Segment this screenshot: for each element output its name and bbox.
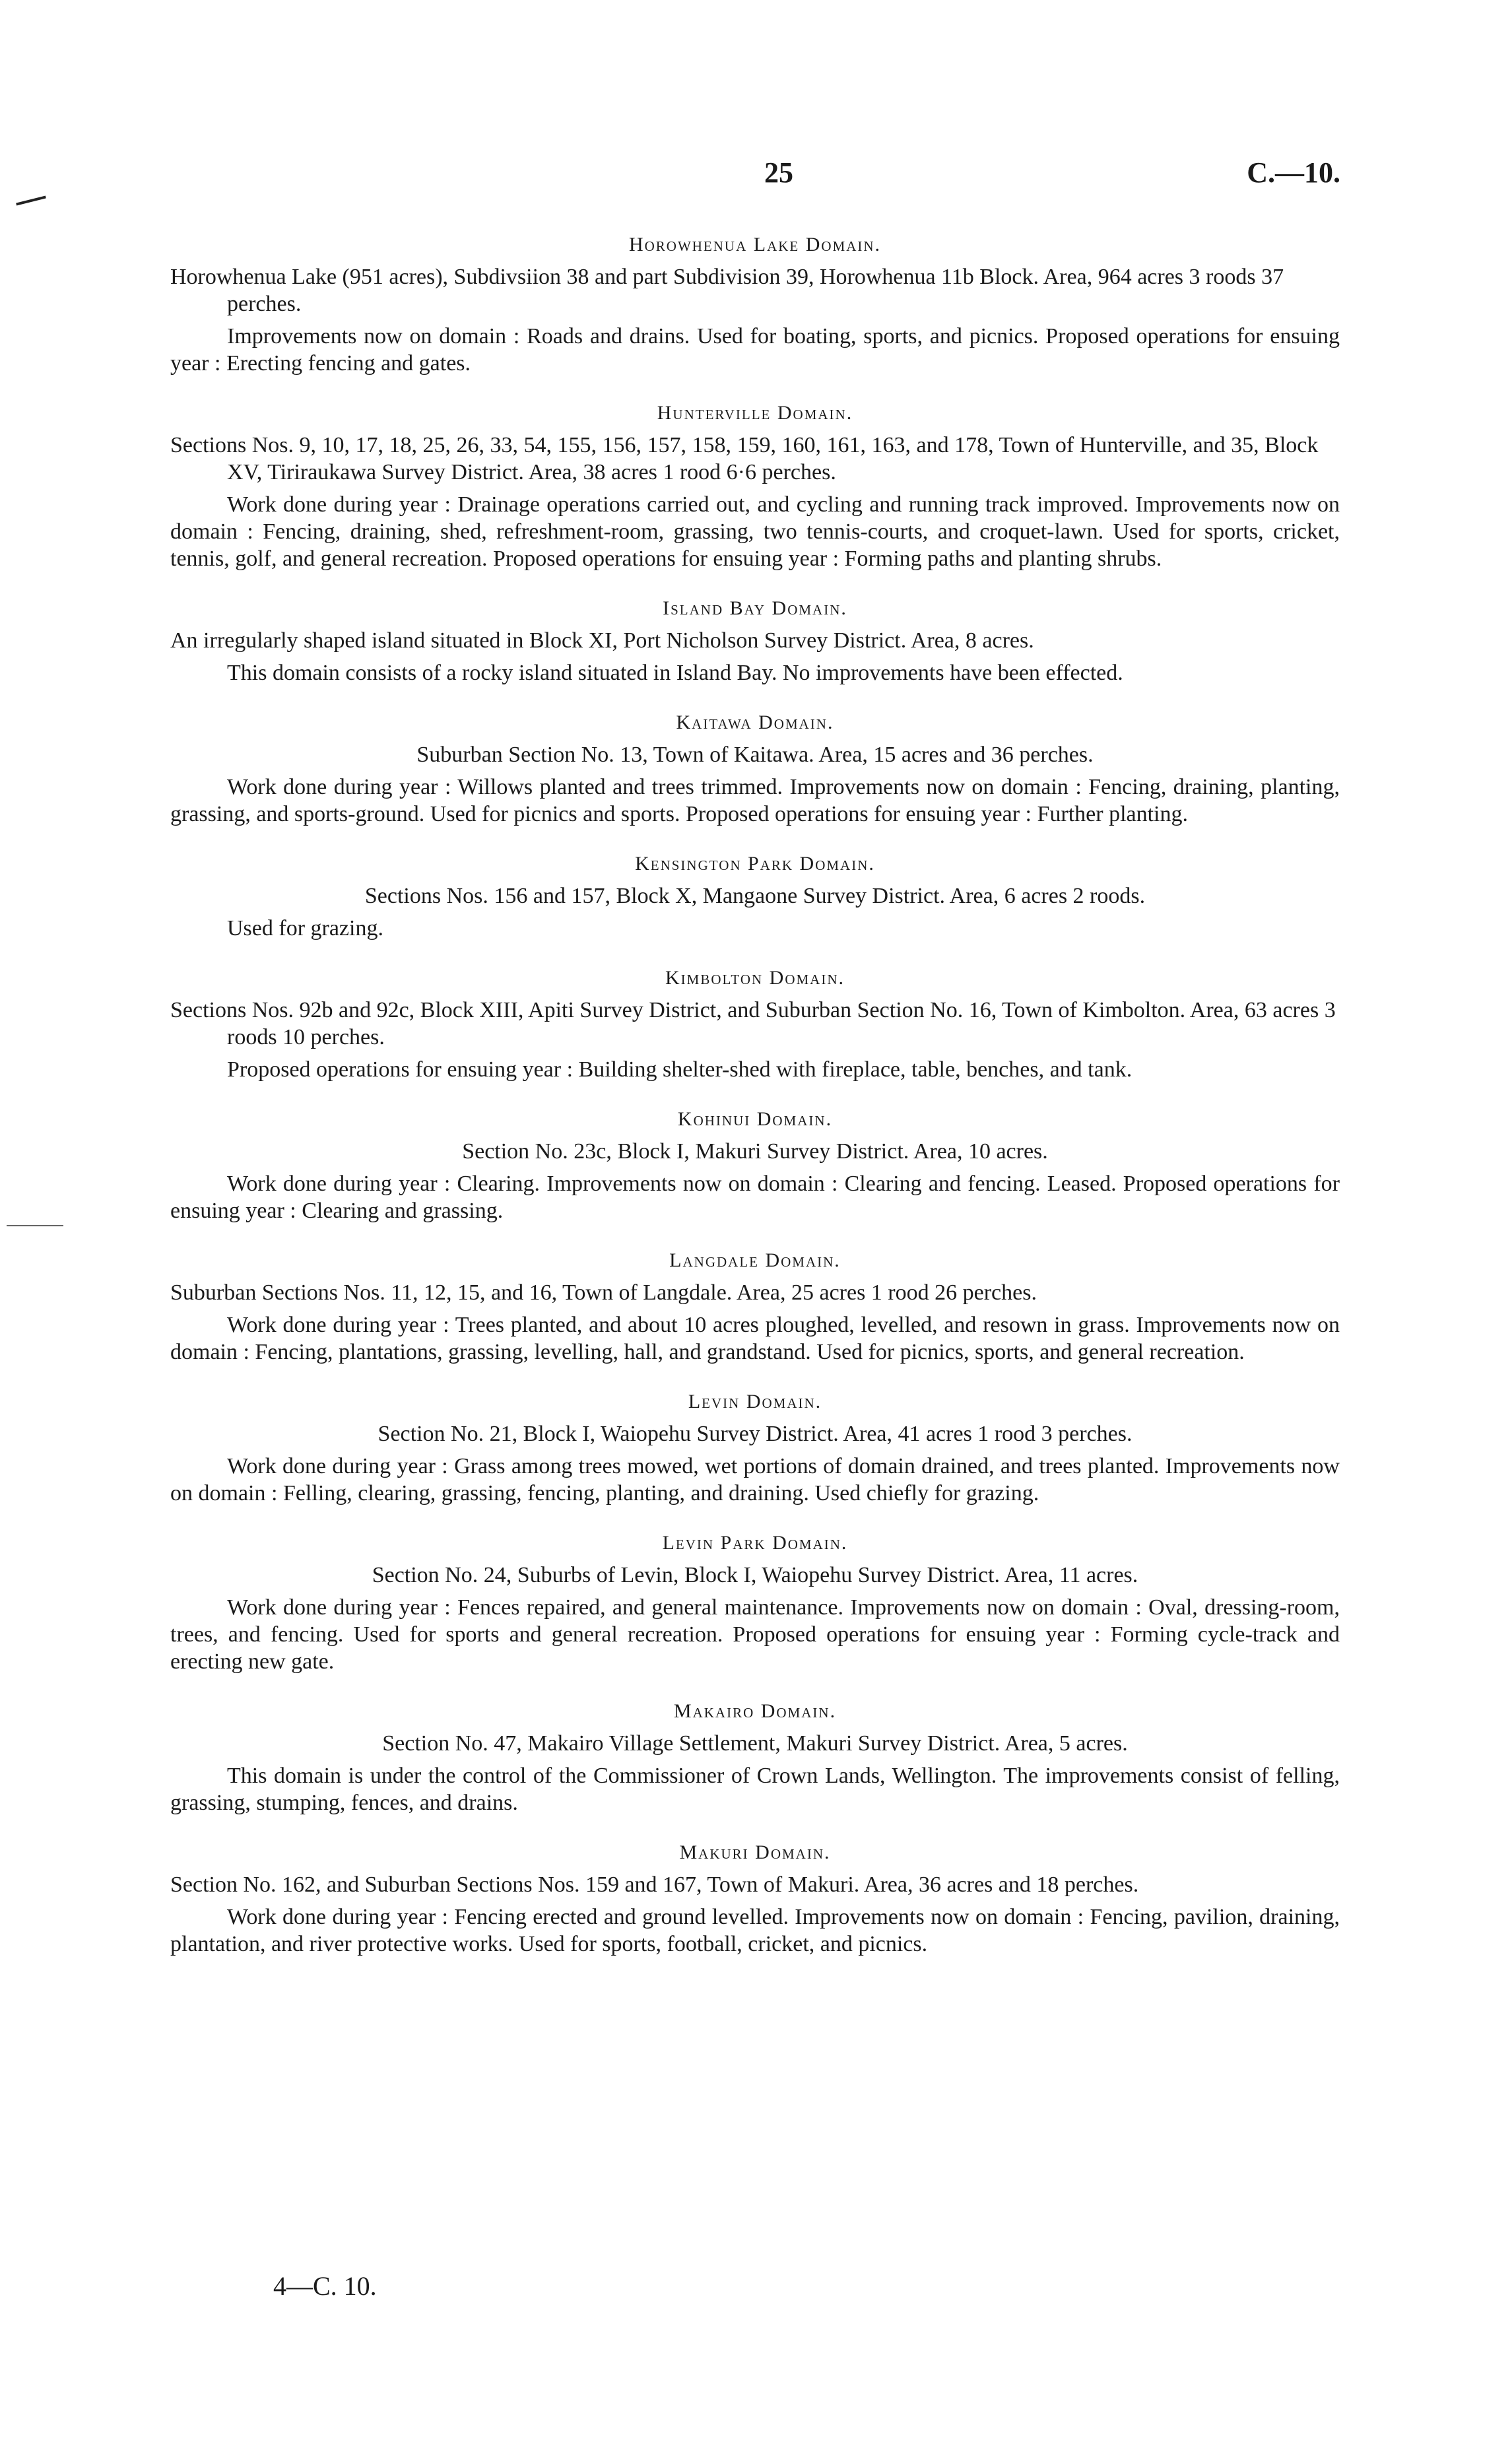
document-code: C.—10. bbox=[1247, 156, 1340, 189]
domain-details: Improvements now on domain : Roads and drains. Used for boating, sports, and picnics. Proposed operations for ensuing year : Erecting fencing and gates. bbox=[170, 324, 1340, 376]
margin-mark bbox=[16, 195, 46, 205]
domain-details: Work done during year : Fences repaired, and general maintenance. Improvements now on domain : Oval, dressing-room, trees, and fencing. Used for sports and general recreation. Proposed operations for ensuing year : Forming cycle-track and erecting new gate. bbox=[170, 1595, 1340, 1674]
margin-mark bbox=[7, 1225, 63, 1226]
domain-title: Langdale Domain. bbox=[669, 1249, 841, 1271]
domain-details: This domain is under the control of the Commissioner of Crown Lands, Wellington. The improvements consist of felling, grassing, stumping, fences, and drains. bbox=[170, 1764, 1340, 1815]
domain-list bbox=[170, 231, 1340, 1980]
domain-description: Sections Nos. 9, 10, 17, 18, 25, 26, 33, 54, 155, 156, 157, 158, 159, 160, 161, 163, and 178, Town of Hunterville, and 35, Block XV, Tiriraukawa Survey District. Area, 38 acres 1 rood 6·6 perches. bbox=[170, 433, 1319, 484]
domain-entry bbox=[170, 964, 1340, 1083]
domain-details: Used for grazing. bbox=[227, 916, 383, 941]
domain-details: Work done during year : Trees planted, and about 10 acres ploughed, levelled, and resown in grass. Improvements now on domain : Fencing, plantations, grassing, levelling, hall, and grandstand. Used for picnics, sports, and general recreation. bbox=[170, 1313, 1340, 1364]
domain-details: Work done during year : Clearing. Improvements now on domain : Clearing and fencing. Leased. Proposed operations for ensuing year : Clearing and grassing. bbox=[170, 1172, 1340, 1223]
domain-description: Section No. 47, Makairo Village Settlement, Makuri Survey District. Area, 5 acres. bbox=[382, 1731, 1128, 1756]
domain-entry bbox=[170, 709, 1340, 828]
domain-entry bbox=[170, 1529, 1340, 1675]
domain-details: Proposed operations for ensuing year : Building shelter-shed with fireplace, table, benches, and tank. bbox=[227, 1057, 1133, 1082]
domain-details: Work done during year : Fencing erected and ground levelled. Improvements now on domain : Fencing, pavilion, draining, plantation, and river protective works. Used for sports, football, cricket, and picnics. bbox=[170, 1905, 1340, 1956]
domain-description: An irregularly shaped island situated in Block XI, Port Nicholson Survey District. Area, 8 acres. bbox=[170, 628, 1034, 653]
domain-title: Island Bay Domain. bbox=[663, 597, 847, 619]
domain-description: Section No. 162, and Suburban Sections Nos. 159 and 167, Town of Makuri. Area, 36 acres and 18 perches. bbox=[170, 1872, 1139, 1897]
domain-title: Hunterville Domain. bbox=[657, 402, 853, 424]
page-signature: 4—C. 10. bbox=[273, 2271, 377, 2301]
domain-title: Levin Park Domain. bbox=[662, 1532, 848, 1554]
domain-entry bbox=[170, 1106, 1340, 1224]
domain-title: Horowhenua Lake Domain. bbox=[628, 234, 882, 255]
domain-description: Suburban Section No. 13, Town of Kaitawa. Area, 15 acres and 36 perches. bbox=[416, 743, 1094, 767]
domain-entry bbox=[170, 1698, 1340, 1816]
domain-description: Suburban Sections Nos. 11, 12, 15, and 16, Town of Langdale. Area, 25 acres 1 rood 26 perches. bbox=[170, 1280, 1037, 1305]
domain-title: Levin Domain. bbox=[688, 1391, 822, 1412]
domain-description: Section No. 21, Block I, Waiopehu Survey District. Area, 41 acres 1 rood 3 perches. bbox=[378, 1422, 1133, 1446]
domain-entry bbox=[170, 1388, 1340, 1507]
domain-title: Makuri Domain. bbox=[679, 1841, 831, 1863]
domain-entry bbox=[170, 595, 1340, 686]
domain-title: Kaitawa Domain. bbox=[676, 711, 834, 733]
domain-description: Section No. 24, Suburbs of Levin, Block I, Waiopehu Survey District. Area, 11 acres. bbox=[372, 1563, 1138, 1587]
domain-entry bbox=[170, 850, 1340, 942]
domain-details: Work done during year : Grass among trees mowed, wet portions of domain drained, and trees planted. Improvements now on domain : Felling, clearing, grassing, fencing, planting, and draining. Used chiefly for grazing. bbox=[170, 1454, 1340, 1505]
domain-entry bbox=[170, 1247, 1340, 1366]
domain-title: Makairo Domain. bbox=[673, 1700, 837, 1722]
domain-title: Kimbolton Domain. bbox=[665, 967, 845, 989]
domain-description: Horowhenua Lake (951 acres), Subdivsiion 38 and part Subdivision 39, Horowhenua 11b Block. Area, 964 acres 3 roods 37 perches. bbox=[170, 265, 1284, 316]
domain-description: Section No. 23c, Block I, Makuri Survey District. Area, 10 acres. bbox=[462, 1139, 1048, 1164]
domain-description: Sections Nos. 156 and 157, Block X, Mangaone Survey District. Area, 6 acres 2 roods. bbox=[364, 884, 1146, 908]
domain-details: Work done during year : Drainage operations carried out, and cycling and running track improved. Improvements now on domain : Fencing, draining, shed, refreshment-room, grassing, two tennis-courts, and croquet-lawn. Used for sports, cricket, tennis, golf, and general recreation. Proposed operations for ensuing year : Forming paths and planting shrubs. bbox=[170, 492, 1340, 571]
domain-entry bbox=[170, 399, 1340, 572]
page-number: 25 bbox=[764, 156, 793, 189]
domain-details: This domain consists of a rocky island situated in Island Bay. No improvements have been effected. bbox=[227, 661, 1123, 685]
domain-entry bbox=[170, 231, 1340, 377]
domain-description: Sections Nos. 92b and 92c, Block XIII, Apiti Survey District, and Suburban Section No. 16, Town of Kimbolton. Area, 63 acres 3 roods 10 perches. bbox=[170, 998, 1336, 1049]
domain-entry bbox=[170, 1839, 1340, 1958]
domain-details: Work done during year : Willows planted and trees trimmed. Improvements now on domain : Fencing, draining, planting, grassing, and sports-ground. Used for picnics and sports. Proposed operations for ensuing year : Further planting. bbox=[170, 775, 1340, 826]
domain-title: Kohinui Domain. bbox=[677, 1108, 833, 1130]
domain-title: Kensington Park Domain. bbox=[635, 853, 875, 875]
